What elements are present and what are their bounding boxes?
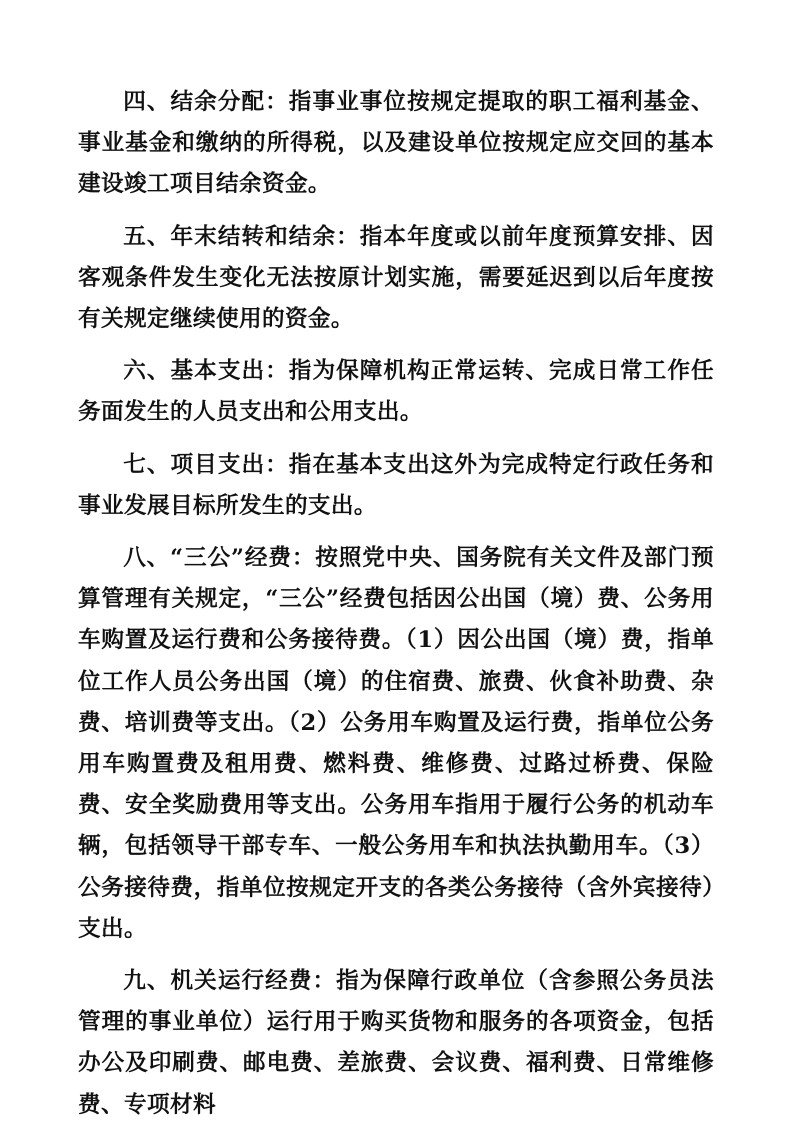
paragraph-year-end-carryover: 五、年末结转和结余：指本年度或以前年度预算安排、因客观条件发生变化无法按原计划实施，需要延迟到以后年度按有关规定继续使用的资金。 <box>78 223 714 333</box>
paragraph-operating-expenses: 九、机关运行经费：指为保障行政单位（含参照公务员法管理的事业单位）运行用于购买货物和服务的各项资金，包括办公及印刷费、邮电费、差旅费、会议费、福利费、日常维修费、专项材料 <box>78 968 714 1118</box>
paragraph-three-public-expenses: 八、“三公”经费：按照党中央、国务院有关文件及部门预算管理有关规定，“三公”经费包括因公出国（境）费、公务用车购置及运行费和公务接待费。（1）因公出国（境）费，指单位工作人员公务出国（境）的住宿费、旅费、伙食补助费、杂费、培训费等支出。（2）公务用车购置及运行费，指单位公务用车购置费及租用费、燃料费、维修费、过路过桥费、保险费、安全奖励费用等支出。公务用车指用于履行公务的机动车辆，包括领导干部专车、一般公务用车和执法执勤用车。（3）公务接待费，指单位按规定开支的各类公务接待（含外宾接待）支出。 <box>78 545 714 942</box>
paragraph-surplus-distribution: 四、结余分配：指事业事位按规定提取的职工福利基金、事业基金和缴纳的所得税，以及建设单位按规定应交回的基本建设竣工项目结余资金。 <box>78 89 714 198</box>
paragraph-project-expenditure: 七、项目支出：指在基本支出这外为完成特定行政任务和事业发展目标所发生的支出。 <box>78 451 714 519</box>
paragraph-basic-expenditure: 六、基本支出：指为保障机构正常运转、完成日常工作任务面发生的人员支出和公用支出。 <box>78 358 714 426</box>
document-body <box>78 82 714 1137</box>
